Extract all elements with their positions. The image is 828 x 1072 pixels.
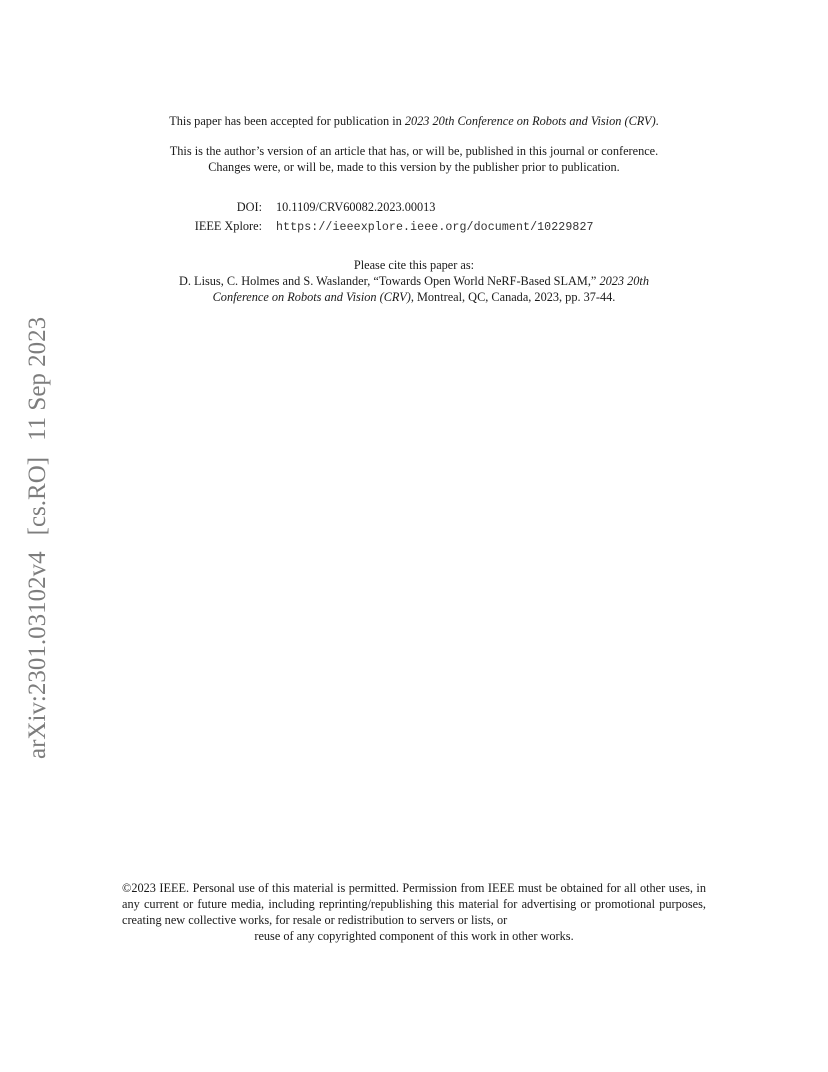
copyright-notice [122,881,706,945]
arxiv-category: [cs.RO] [24,456,51,536]
citation-authors-title: D. Lisus, C. Holmes and S. Waslander, “Towards Open World NeRF-Based SLAM,” [179,273,600,288]
citation-venue-part-1: 2023 20th [599,273,649,288]
citation-line-1 [0,274,828,290]
citation-line-2 [0,290,828,306]
version-notice-line-2: Changes were, or will be, made to this version by the publisher prior to publication. [208,159,620,174]
identifiers-table [160,200,680,238]
xplore-row [160,219,594,238]
acceptance-suffix: . [655,114,659,128]
copyright-last-line: reuse of any copyrighted component of this work in other works. [254,928,574,943]
citation-rest: , Montreal, QC, Canada, 2023, pp. 37-44. [410,289,616,304]
xplore-link[interactable]: https://ieeexplore.ieee.org/document/10229827 [276,220,594,234]
acceptance-venue: 2023 20th Conference on Robots and Vision (CRV) [404,114,656,128]
version-notice [0,144,828,176]
citation-venue-part-2: Conference on Robots and Vision (CRV) [212,289,411,304]
copyright-body: ©2023 IEEE. Personal use of this material is permitted. Permission from IEEE must be obtained for all other uses, in any current or future media, including reprinting/republishing this material for advertising or promotional purposes, creating new collective works, for resale or redistribution to servers or lists, or [122,881,706,927]
version-notice-line-1: This is the author’s version of an article that has, or will be, published in this journal or conference. [169,144,659,158]
citation-heading: Please cite this paper as: [353,258,475,272]
acceptance-prefix: This paper has been accepted for publication in [169,114,405,128]
xplore-label: IEEE Xplore: [194,218,262,233]
arxiv-id: arXiv:2301.03102v4 [24,551,51,759]
arxiv-sidebar-stamp [23,289,53,759]
doi-row [160,200,594,219]
doi-value: 10.1109/CRV60082.2023.00013 [276,200,436,214]
citation-block [0,258,828,306]
acceptance-notice [0,114,828,130]
doi-label: DOI: [236,200,262,214]
arxiv-date: 11 Sep 2023 [24,316,51,441]
